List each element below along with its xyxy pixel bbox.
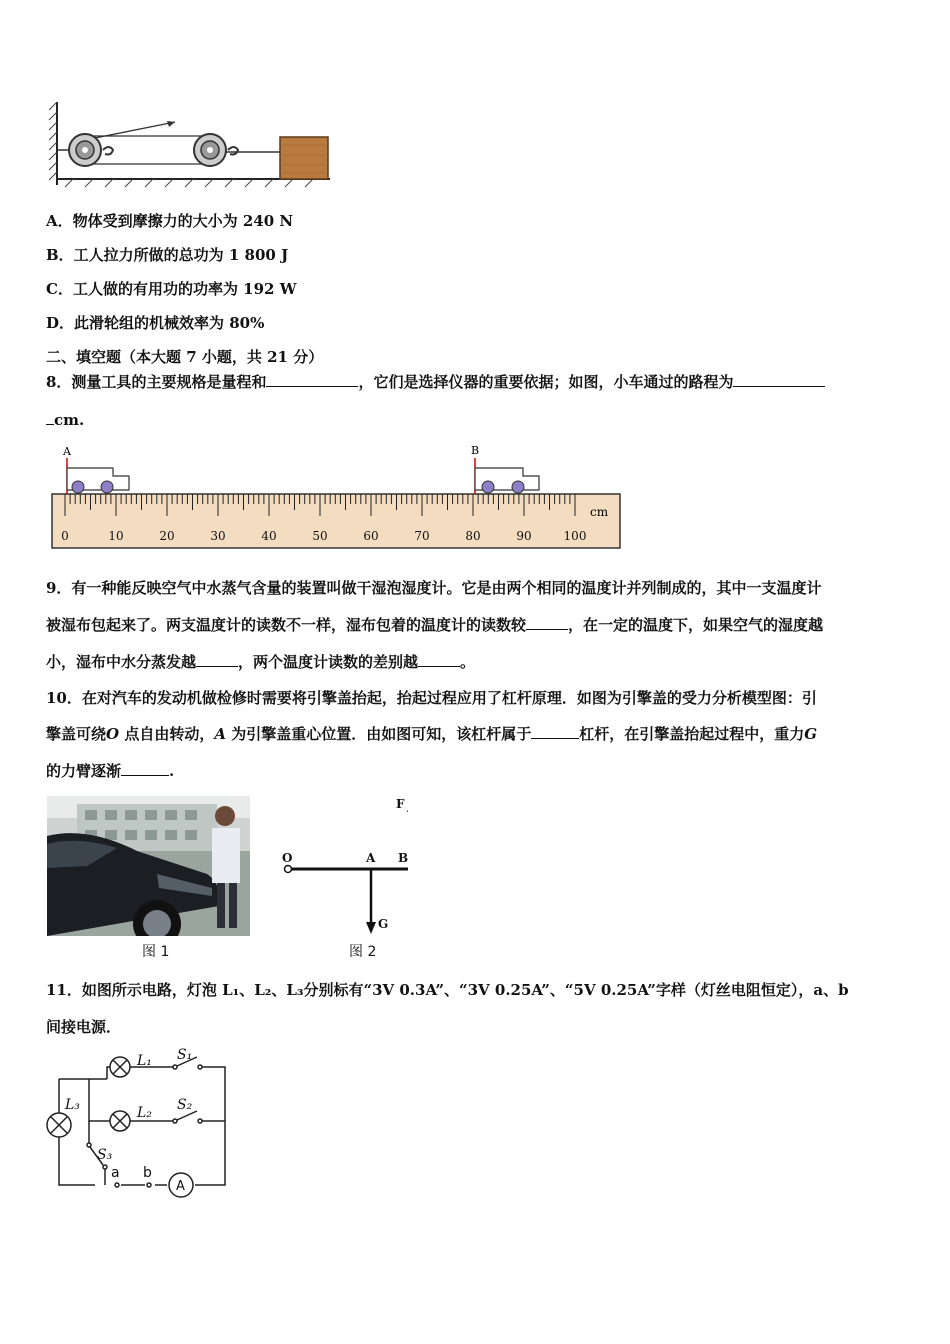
option-a: A．物体受到摩擦力的大小为 240 N: [46, 212, 294, 230]
ruler-tick-label: 30: [210, 529, 226, 543]
q8-blank-2-cont: [46, 410, 54, 425]
q11-line-2: 间接电源．: [46, 1018, 122, 1036]
ruler-tick-label: 100: [563, 529, 587, 543]
q8-unit: cm.: [54, 411, 85, 429]
q10-line-3: [46, 761, 174, 781]
ruler-tick-label: 90: [516, 529, 532, 543]
q9-text-2a: 被湿布包起来了。两支温度计的读数不一样，湿布包着的温度计的读数较: [46, 616, 527, 634]
section-heading: 二、填空题（本大题 7 小题，共 21 分）: [46, 348, 324, 366]
q10-text-3a: 的力臂逐渐: [46, 762, 122, 780]
q10-line-2: [46, 724, 817, 744]
option-c: C．工人做的有用功的功率为 192 W: [46, 280, 297, 298]
lever-diagram: [278, 796, 408, 936]
q10-text-2d: 杠杆，在引擎盖抬起过程中，重力: [579, 725, 805, 743]
q10-point-o: O: [106, 725, 120, 743]
q11-line-1: 11．如图所示电路，灯泡 L₁、L₂、L₃分别标有“3V 0.3A”、“3V 0.25A”、“5V 0.25A”字样（灯丝电阻恒定），a、b: [46, 981, 849, 999]
lever-label-g: G: [378, 917, 389, 931]
ruler-figure: [45, 440, 625, 552]
car-photo: [47, 796, 250, 936]
q8-blank-2: [733, 372, 825, 387]
label-s1: S₁: [177, 1047, 193, 1063]
label-s3: S₃: [97, 1147, 113, 1163]
pulley-figure: [45, 100, 335, 192]
mark-b: B: [471, 444, 480, 457]
q10-text-2a: 擎盖可绕: [46, 725, 107, 743]
q9-text-2b: ，在一定的温度下，如果空气的湿度越: [568, 616, 824, 634]
circuit-diagram: [45, 1047, 231, 1202]
q9-line-2: [46, 615, 823, 635]
figure-1-label: 图 1: [142, 944, 170, 960]
ruler-tick-label: 50: [312, 529, 328, 543]
question-8: [46, 372, 825, 392]
label-l3: L₃: [65, 1097, 80, 1113]
option-d: D．此滑轮组的机械效率为 80%: [46, 314, 265, 332]
q8-blank-1: [266, 372, 358, 387]
q10-blank-1: [531, 724, 579, 739]
q9-text-3b: ，两个温度计读数的差别越: [238, 653, 419, 671]
ruler-tick-label: 60: [363, 529, 379, 543]
lever-label-f: F: [396, 797, 405, 811]
q10-point-a: A: [214, 725, 226, 743]
label-l2: L₂: [137, 1105, 152, 1121]
q10-text-2b: 点自由转动，: [119, 725, 215, 743]
label-a: a: [111, 1165, 120, 1181]
mark-a: A: [63, 445, 71, 458]
q8-text-1: 8．测量工具的主要规格是量程和: [46, 373, 267, 391]
q8-text-2: ，它们是选择仪器的重要依据；如图，小车通过的路程为: [358, 373, 734, 391]
q10-line-1: 10．在对汽车的发动机做检修时需要将引擎盖抬起，抬起过程应用了杠杆原理．如图为引擎盖的受力分析模型图：引: [46, 689, 817, 707]
q10-text-2c: 为引擎盖重心位置．由如图可知，该杠杆属于: [225, 725, 532, 743]
q9-line-3: [46, 652, 475, 672]
figure-2-label: 图 2: [349, 944, 377, 960]
ruler-tick-label: 10: [108, 529, 124, 543]
lever-label-o: O: [282, 851, 293, 865]
q10-blank-2: [121, 761, 169, 776]
q9-blank-3: [418, 652, 460, 667]
option-b: B．工人拉力所做的总功为 1 800 J: [46, 246, 289, 264]
ruler-tick-label: 0: [61, 529, 69, 543]
ruler-tick-label: 70: [414, 529, 430, 543]
q8-unit-line: [46, 410, 84, 430]
lever-label-a: A: [366, 851, 376, 865]
q9-line-1: 9．有一种能反映空气中水蒸气含量的装置叫做干湿泡湿度计。它是由两个相同的温度计并列制成的，其中一支温度计: [46, 579, 822, 597]
lever-label-b: B: [398, 851, 408, 865]
q9-text-3a: 小，湿布中水分蒸发越: [46, 653, 197, 671]
label-b: b: [143, 1165, 152, 1181]
q9-blank-2: [196, 652, 238, 667]
q10-text-3b: .: [169, 762, 175, 780]
ruler-tick-label: 40: [261, 529, 277, 543]
q10-symbol-g: G: [804, 725, 818, 743]
q9-blank-1: [526, 615, 568, 630]
label-s2: S₂: [177, 1097, 193, 1113]
label-l1: L₁: [137, 1053, 152, 1069]
ruler-tick-label: 20: [159, 529, 175, 543]
ruler-unit: cm: [590, 505, 609, 519]
ammeter-label: A: [176, 1179, 185, 1194]
ruler-tick-label: 80: [465, 529, 481, 543]
q9-text-3c: 。: [460, 653, 476, 671]
